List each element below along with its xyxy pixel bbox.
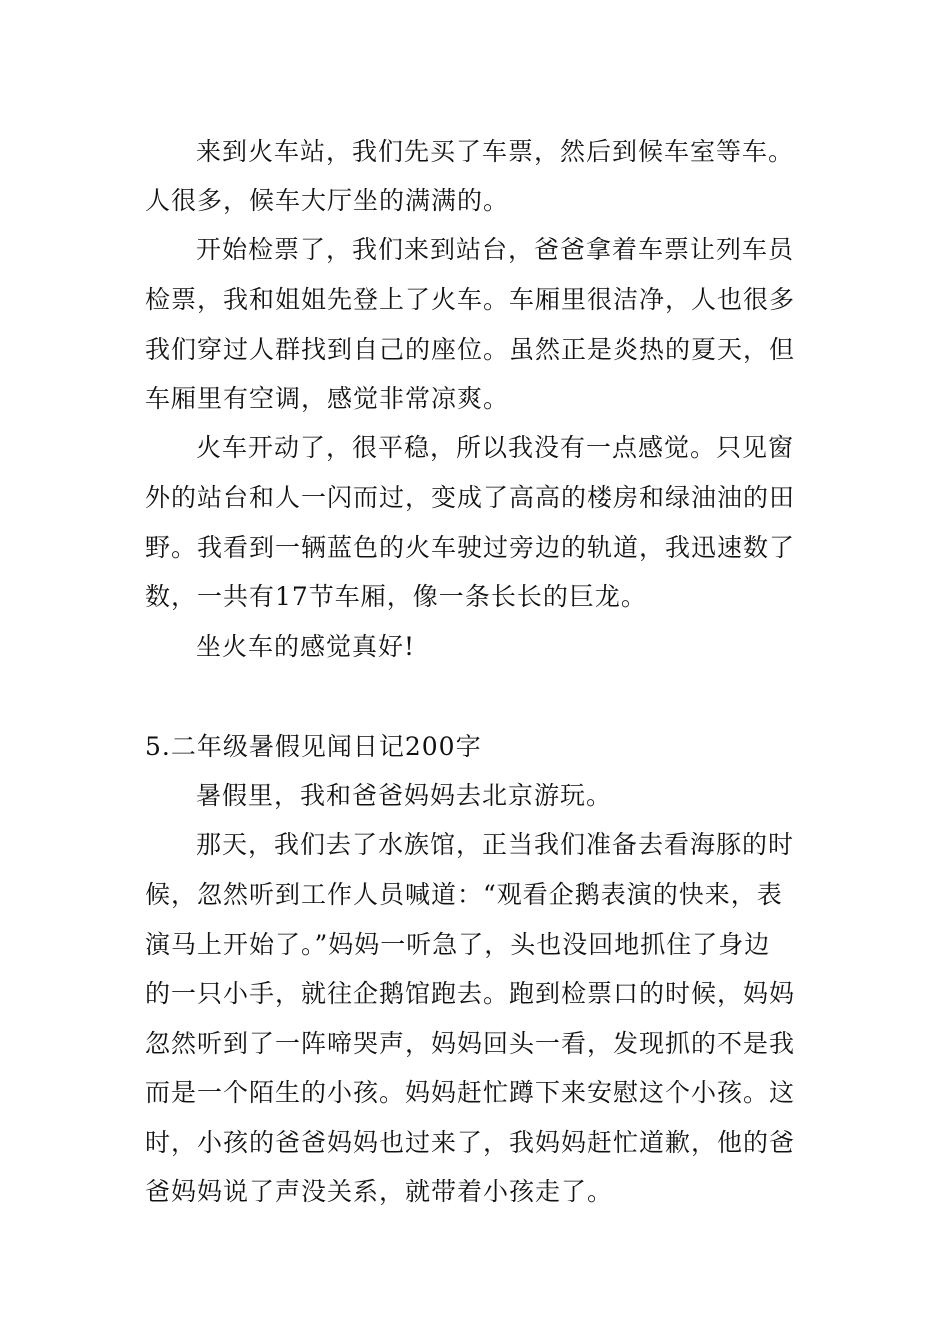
text-line: 候，忽然听到工作人员喊道：“观看企鹅表演的快来，表	[145, 880, 783, 909]
text-line: 的一只小手，就往企鹅馆跑去。跑到检票口的时候，妈妈	[145, 979, 796, 1008]
text-line: 野。我看到一辆蓝色的火车驶过旁边的轨道，我迅速数了	[145, 533, 796, 562]
text-line: 演马上开始了。”妈妈一听急了，头也没回地抓住了身边	[145, 930, 771, 959]
text-line: 外的站台和人一闪而过，变成了高高的楼房和绿油油的田	[145, 483, 796, 512]
section-heading: 5.二年级暑假见闻日记200字	[145, 732, 482, 761]
text-line: 来到火车站，我们先买了车票，然后到候车室等车。	[196, 137, 795, 166]
text-line: 时，小孩的爸爸妈妈也过来了，我妈妈赶忙道歉，他的爸	[145, 1128, 796, 1157]
text-line: 我们穿过人群找到自己的座位。虽然正是炎热的夏天，但	[145, 335, 796, 364]
text-line: 火车开动了，很平稳，所以我没有一点感觉。只见窗	[196, 433, 795, 462]
text-line: 检票，我和姐姐先登上了火车。车厢里很洁净，人也很多	[145, 285, 796, 314]
text-line: 数，一共有17节车厢，像一条长长的巨龙。	[145, 582, 647, 611]
text-line: 那天，我们去了水族馆，正当我们准备去看海豚的时	[196, 830, 795, 859]
text-line: 而是一个陌生的小孩。妈妈赶忙蹲下来安慰这个小孩。这	[145, 1078, 796, 1107]
text-line: 车厢里有空调，感觉非常凉爽。	[145, 384, 510, 413]
text-line: 开始检票了，我们来到站台，爸爸拿着车票让列车员	[196, 235, 795, 264]
text-line: 人很多，候车大厅坐的满满的。	[145, 186, 510, 215]
text-line: 忽然听到了一阵啼哭声，妈妈回头一看，发现抓的不是我	[145, 1029, 796, 1058]
text-line: 爸妈妈说了声没关系，就带着小孩走了。	[145, 1177, 614, 1206]
text-line: 暑假里，我和爸爸妈妈去北京游玩。	[196, 781, 613, 810]
text-line: 坐火车的感觉真好!	[196, 632, 416, 661]
